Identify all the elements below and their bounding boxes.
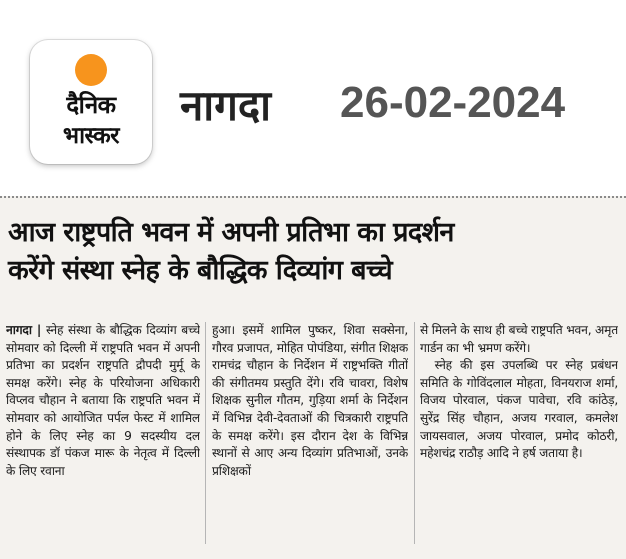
sun-icon [75, 54, 107, 86]
dateline: नागदा | [6, 323, 42, 337]
article-column-1 [6, 322, 200, 547]
article-column-2 [212, 322, 408, 547]
headline-line1: आज राष्ट्रपति भवन में अपनी प्रतिभा का प्रदर्शन [8, 217, 454, 248]
headline-line2: करेंगे संस्था स्नेह के बौद्धिक दिव्यांग बच्चे [8, 255, 393, 286]
edition-date: 26-02-2024 [340, 78, 566, 127]
column-2-text: हुआ। इसमें शामिल पुष्कर, शिवा सक्सेना, गौरव प्रजापत, मोहित पोपंडिया, संगीत शिक्षक रामचंद्र चौहान के निर्देशन में राष्ट्रभक्ति गीतों की संगीतमय प्रस्तुति देंगे। रवि चावरा, विशेष शिक्षक सुनील गौतम, गुड़िया शर्मा के निर्देशन में विभिन्न देवी-देवताओं की चित्रकारी राष्ट्रपति के समक्ष करेंगे। इस दौरान देश के विभिन्न स्थानों से आए अन्य दिव्यांग प्रतिभाओं, उनके प्रशिक्षकों [212, 323, 408, 478]
logo-text-line2: भास्कर [62, 123, 120, 149]
column-3-paragraph-2: स्नेह की इस उपलब्धि पर स्नेह प्रबंधन समिति के गोविंदलाल मोहता, विनयराज शर्मा, विजय पोरवाल, पंकज पावेचा, रवि कांठेड़, सुरेंद्र सिंह चौहान, अजय गरवाल, कमलेश जायसवाल, अजय पोरवाल, प्रमोद कोठरी, महेशचंद्र राठौड़ आदि ने हर्ष जताया है। [420, 358, 618, 461]
city-name: नागदा [180, 81, 272, 130]
column-divider [414, 322, 415, 544]
logo-text-line1: दैनिक [66, 91, 116, 119]
newspaper-logo [30, 40, 152, 164]
column-divider [205, 322, 206, 544]
column-1-text: स्नेह संस्था के बौद्धिक दिव्यांग बच्चे सोमवार को दिल्ली में राष्ट्रपति भवन में अपनी प्रतिभा का प्रदर्शन राष्ट्रपति द्रौपदी मुर्मू के समक्ष करेंगे। स्नेह के परियोजना अधिकारी विप्लव चौहान ने बताया कि राष्ट्रपति भवन में सोमवार को आयोजित पर्पल फेस्ट में शामिल होने के लिए स्नेह का 9 सदस्यीय दल संस्थापक डॉ पंकज मारू के नेतृत्व में दिल्ली के लिए रवाना [6, 323, 200, 478]
article-headline [8, 214, 618, 290]
column-3-paragraph-1: से मिलने के साथ ही बच्चे राष्ट्रपति भवन, अमृत गार्डन का भी भ्रमण करेंगे। [420, 323, 618, 355]
article-column-3 [420, 322, 618, 547]
